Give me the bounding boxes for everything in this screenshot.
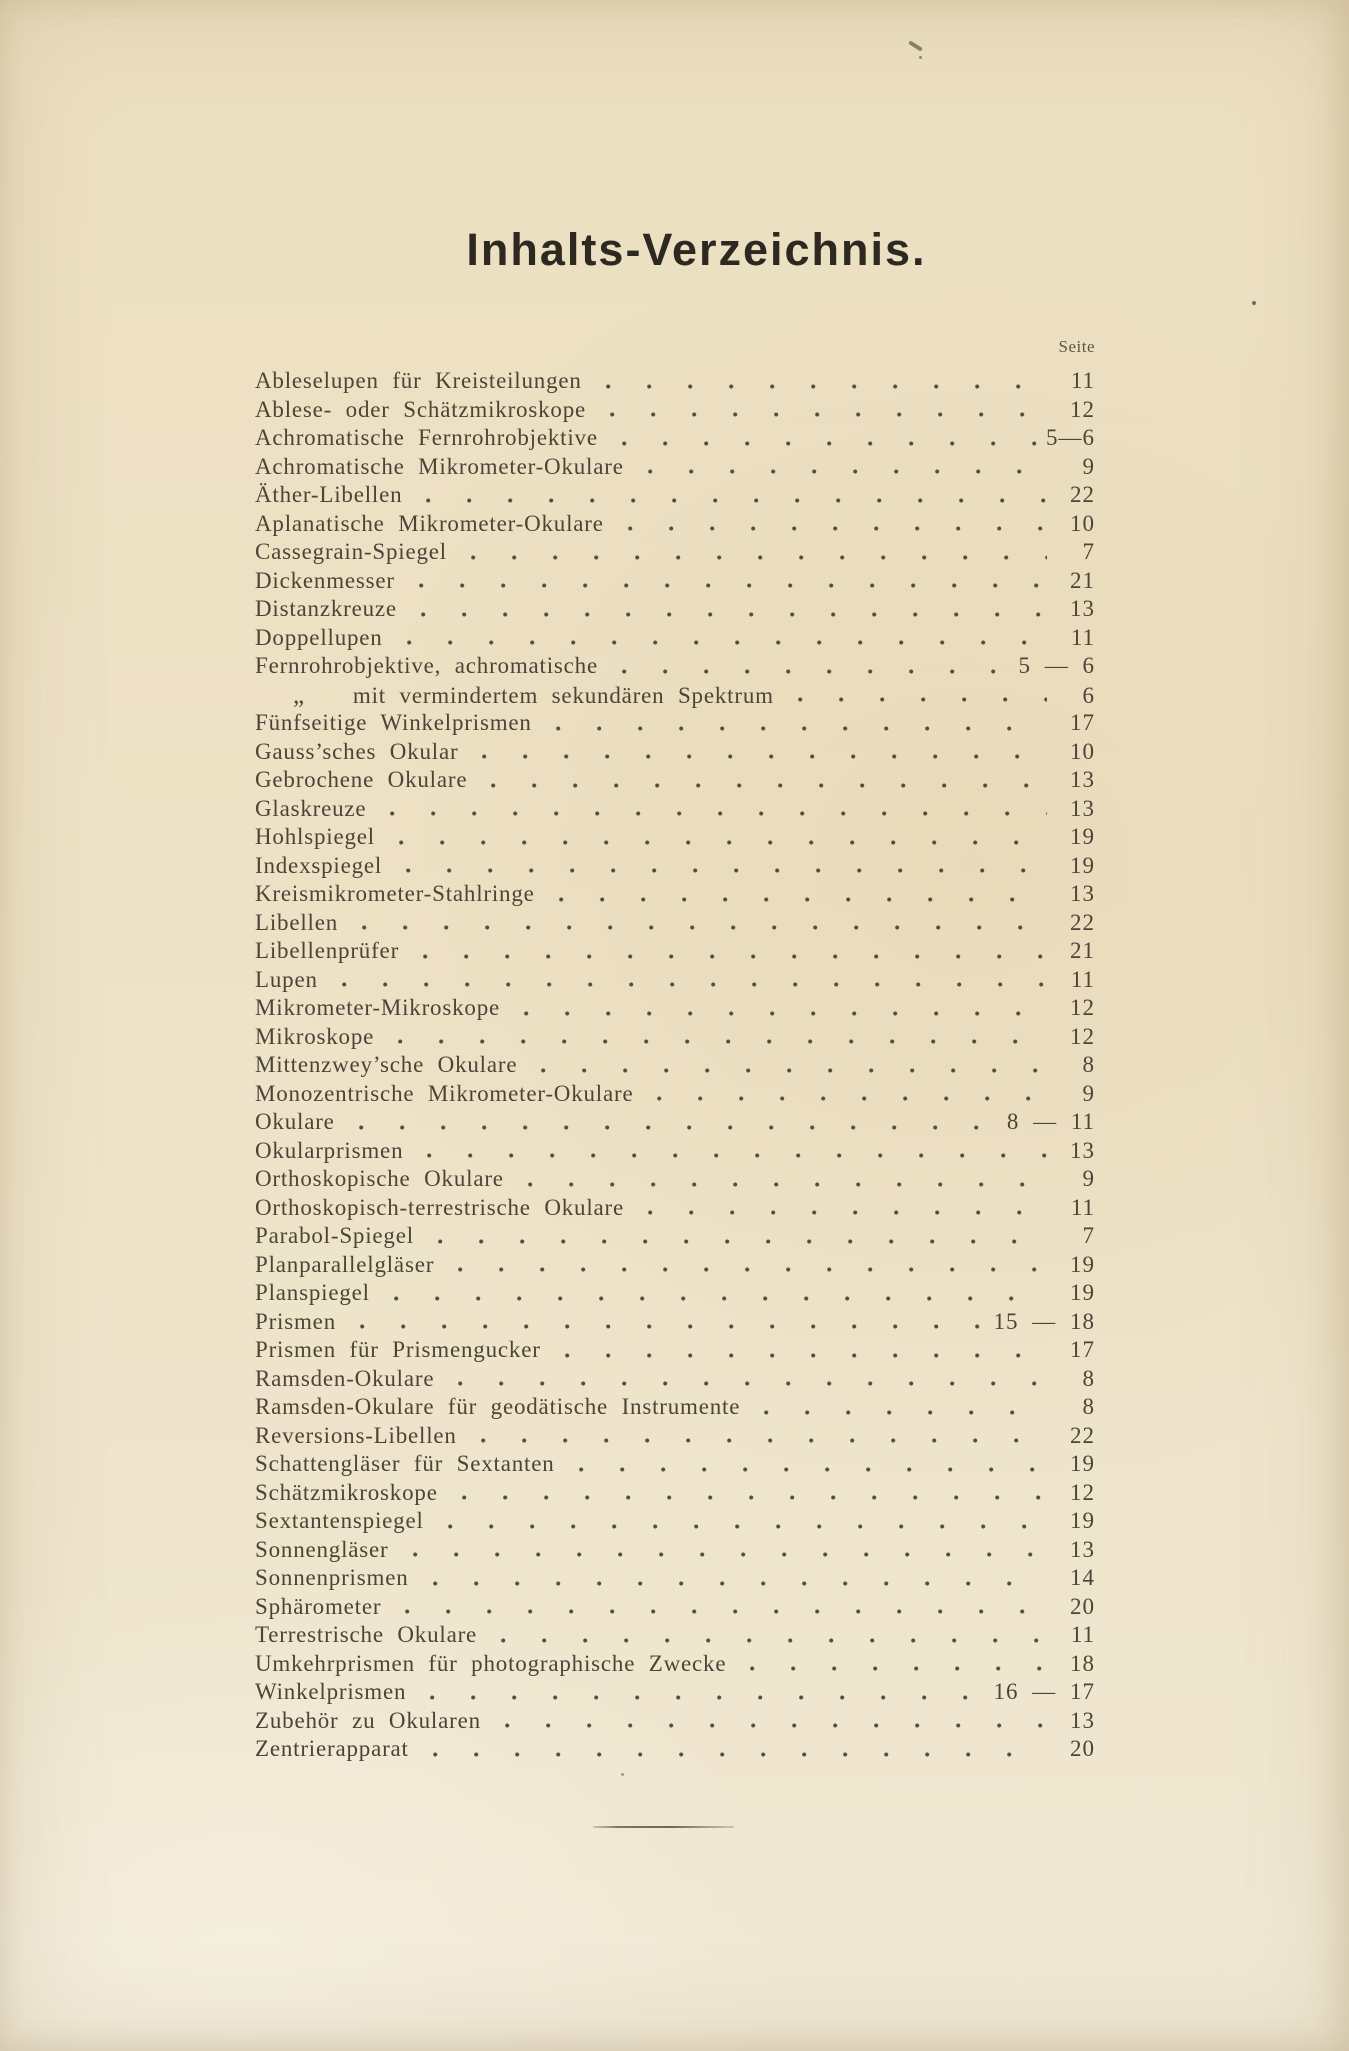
toc-row-page-number: 9	[1082, 453, 1095, 479]
toc-row-label: Glaskreuze	[255, 795, 367, 821]
toc-row-page-number: 13	[1070, 795, 1095, 821]
toc-leader-dots	[395, 1607, 1047, 1616]
toc-row	[255, 938, 1095, 967]
toc-row-label: Ramsden-Okulare	[255, 1365, 435, 1391]
toc-row-label: Planparallelgläser	[255, 1251, 435, 1277]
toc-leader-dots	[349, 1123, 1001, 1132]
toc-leader-dots	[555, 1351, 1047, 1360]
toc-row	[255, 1508, 1095, 1537]
toc-list	[255, 368, 1095, 1765]
toc-row-page-number: 11	[1070, 624, 1095, 650]
toc-leader-dots	[438, 1522, 1047, 1531]
toc-row	[255, 625, 1095, 654]
toc-leader-dots	[352, 923, 1047, 932]
toc-leader-dots	[448, 1379, 1047, 1388]
toc-leader-dots	[740, 1664, 1047, 1673]
toc-row	[255, 1565, 1095, 1594]
toc-row-label: Schätzmikroskope	[255, 1479, 438, 1505]
toc-row	[255, 767, 1095, 796]
toc-leader-dots	[452, 1493, 1047, 1502]
toc-row-label: Okularprismen	[255, 1137, 404, 1163]
toc-row	[255, 796, 1095, 825]
toc-row-page-number: 11	[1070, 1622, 1095, 1647]
toc-row	[255, 1024, 1095, 1053]
toc-row-label: Parabol-Spiegel	[255, 1223, 414, 1248]
toc-leader-dots	[612, 439, 1040, 448]
toc-row	[255, 710, 1095, 739]
toc-leader-dots	[420, 1693, 987, 1702]
toc-leader-dots	[638, 467, 1047, 476]
toc-row-label: Ableselupen für Kreisteilungen	[255, 368, 582, 393]
toc-row-page-number: 18	[1070, 1650, 1095, 1676]
toc-row-label: mit vermindertem sekundären Spektrum	[352, 682, 774, 708]
toc-row-page-number: 20	[1070, 1736, 1095, 1761]
toc-row-label: Ramsden-Okulare für geodätische Instrumente	[255, 1394, 741, 1419]
toc-row-label: Doppellupen	[255, 624, 383, 650]
toc-row	[255, 368, 1095, 397]
toc-row-page-number: 22	[1070, 909, 1095, 935]
toc-row-page-number: 13	[1070, 1536, 1095, 1562]
toc-row	[255, 1708, 1095, 1737]
toc-leader-dots	[397, 638, 1047, 647]
toc-row	[255, 511, 1095, 540]
toc-row	[255, 653, 1095, 682]
toc-row-label: Fernrohrobjektive, achromatische	[255, 653, 598, 678]
toc-row-label: Aplanatische Mikrometer-Okulare	[255, 510, 604, 536]
toc-row	[255, 1109, 1095, 1138]
toc-row	[255, 539, 1095, 568]
toc-row-label: Gauss’sches Okular	[255, 738, 459, 764]
toc-row	[255, 1252, 1095, 1281]
toc-row	[255, 1736, 1095, 1765]
toc-row-label: Ablese- oder Schätzmikroskope	[255, 396, 586, 422]
toc-leader-dots	[428, 1237, 1047, 1246]
toc-row-label: Orthoskopische Okulare	[255, 1166, 504, 1191]
toc-leader-dots	[788, 695, 1047, 704]
toc-row	[255, 1337, 1095, 1366]
toc-row-page-number: 13	[1070, 767, 1095, 792]
toc-row-page-number: 15 — 18	[993, 1308, 1095, 1334]
toc-leader-dots	[754, 1408, 1047, 1417]
toc-row-label: Fünfseitige Winkelprismen	[255, 710, 532, 735]
toc-row-page-number: 12	[1070, 1479, 1095, 1505]
toc-row	[255, 881, 1095, 910]
toc-row-label: Indexspiegel	[255, 852, 383, 878]
toc-row	[255, 1679, 1095, 1708]
toc-leader-dots	[514, 1009, 1047, 1018]
toc-row-page-number: 5—6	[1046, 425, 1095, 450]
toc-row	[255, 853, 1095, 882]
toc-row-page-number: 5 — 6	[1018, 653, 1095, 678]
toc-row-page-number: 17	[1070, 1337, 1095, 1362]
toc-row-label: Prismen für Prismengucker	[255, 1337, 541, 1362]
toc-leader-dots	[380, 809, 1047, 818]
toc-row-label: Sextantenspiegel	[255, 1508, 424, 1533]
toc-leader-dots	[472, 752, 1047, 761]
toc-leader-dots	[423, 1579, 1048, 1588]
toc-row	[255, 739, 1095, 768]
toc-row	[255, 1622, 1095, 1651]
toc-leader-dots	[409, 581, 1047, 590]
toc-row	[255, 824, 1095, 853]
toc-leader-dots	[389, 838, 1047, 847]
toc-leader-dots	[423, 1750, 1047, 1759]
toc-row-label: Prismen	[255, 1308, 336, 1334]
toc-leader-dots	[416, 496, 1047, 505]
toc-row	[255, 910, 1095, 939]
toc-leader-dots	[638, 1208, 1047, 1217]
toc-row-page-number: 19	[1070, 1508, 1095, 1533]
toc-row	[255, 1280, 1095, 1309]
toc-row	[255, 1366, 1095, 1395]
toc-row	[255, 1195, 1095, 1224]
toc-row-label: Achromatische Fernrohrobjektive	[255, 425, 598, 450]
toc-row	[255, 967, 1095, 996]
toc-row-label: Äther-Libellen	[255, 482, 403, 507]
toc-row	[255, 1081, 1095, 1110]
toc-row	[255, 454, 1095, 483]
toc-row-label: Libellen	[255, 909, 339, 935]
toc-row-page-number: 19	[1070, 1251, 1095, 1277]
toc-row-label: Achromatische Mikrometer-Okulare	[255, 453, 624, 479]
toc-row-label: Libellenprüfer	[255, 938, 400, 963]
toc-row-label: Mikroskope	[255, 1023, 375, 1049]
toc-row-page-number: 7	[1082, 539, 1095, 564]
toc-leader-dots	[332, 980, 1047, 989]
toc-leader-dots	[448, 1265, 1047, 1274]
toc-row-page-number: 19	[1070, 852, 1095, 878]
toc-row-label: Winkelprismen	[255, 1679, 407, 1704]
toc-row-page-number: 11	[1070, 966, 1095, 992]
toc-row-page-number: 22	[1070, 1422, 1095, 1448]
toc-row-page-number: 22	[1070, 482, 1095, 507]
toc-leader-dots	[396, 866, 1047, 875]
toc-row-page-number: 8	[1082, 1052, 1095, 1077]
toc-leader-dots	[411, 610, 1047, 619]
toc-row-ditto-mark: „	[293, 681, 305, 709]
toc-row-page-number: 11	[1070, 368, 1095, 393]
toc-row-label: Monozentrische Mikrometer-Okulare	[255, 1080, 634, 1106]
toc-row-page-number: 11	[1070, 1194, 1095, 1220]
toc-row-page-number: 21	[1070, 938, 1095, 963]
toc-row-label: Zentrierapparat	[255, 1736, 409, 1761]
toc-leader-dots	[481, 781, 1047, 790]
toc-row	[255, 1451, 1095, 1480]
toc-row-page-number: 9	[1082, 1166, 1095, 1191]
toc-row-label: Hohlspiegel	[255, 824, 375, 849]
toc-leader-dots	[549, 895, 1047, 904]
toc-row	[255, 1166, 1095, 1195]
toc-row	[255, 596, 1095, 625]
paper-speck	[908, 40, 923, 51]
toc-row	[255, 1423, 1095, 1452]
toc-row-page-number: 19	[1070, 1280, 1095, 1305]
toc-leader-dots	[647, 1094, 1047, 1103]
toc-row	[255, 1480, 1095, 1509]
toc-row	[255, 1138, 1095, 1167]
paper-speck	[1252, 301, 1256, 305]
toc-row-page-number: 13	[1070, 881, 1095, 906]
toc-row-label: Kreismikrometer-Stahlringe	[255, 881, 535, 906]
toc-row-page-number: 12	[1070, 1023, 1095, 1049]
toc-row-page-number: 14	[1070, 1565, 1095, 1590]
toc-row-page-number: 9	[1082, 1080, 1095, 1106]
toc-row-page-number: 8	[1082, 1394, 1095, 1419]
paper-speck	[621, 1773, 624, 1776]
toc-row-label: Sonnenprismen	[255, 1565, 409, 1590]
toc-row	[255, 995, 1095, 1024]
toc-row	[255, 682, 1095, 711]
toc-leader-dots	[546, 724, 1047, 733]
toc-row-page-number: 8 — 11	[1006, 1109, 1095, 1134]
toc-row-label: Mittenzwey’sche Okulare	[255, 1052, 518, 1077]
toc-row-label: Mikrometer-Mikroskope	[255, 995, 501, 1020]
toc-leader-dots	[600, 410, 1047, 419]
page-title: Inhalts-Verzeichnis.	[466, 224, 927, 275]
toc-row	[255, 1394, 1095, 1423]
toc-row	[255, 1537, 1095, 1566]
toc-row-label: Zubehör zu Okularen	[255, 1707, 481, 1733]
toc-leader-dots	[471, 1436, 1047, 1445]
toc-leader-dots	[596, 382, 1047, 391]
toc-row-label: Lupen	[255, 966, 318, 992]
toc-row-page-number: 16 — 17	[993, 1679, 1095, 1704]
toc-row-page-number: 17	[1070, 710, 1095, 735]
toc-leader-dots	[531, 1066, 1047, 1075]
toc-leader-dots	[518, 1180, 1047, 1189]
toc-row-label: Sphärometer	[255, 1593, 382, 1619]
toc-leader-dots	[491, 1636, 1047, 1645]
toc-row-label: Umkehrprismen für photographische Zwecke	[255, 1650, 727, 1676]
toc-row-label: Distanzkreuze	[255, 596, 397, 621]
toc-row-label: Okulare	[255, 1109, 335, 1134]
toc-row-label: Cassegrain-Spiegel	[255, 539, 447, 564]
toc-leader-dots	[612, 667, 1013, 676]
toc-leader-dots	[618, 524, 1047, 533]
toc-row-page-number: 19	[1070, 824, 1095, 849]
paper-speck	[919, 56, 922, 59]
toc-row-page-number: 12	[1070, 396, 1095, 422]
toc-row-page-number: 13	[1070, 1137, 1095, 1163]
toc-row	[255, 425, 1095, 454]
toc-leader-dots	[384, 1294, 1047, 1303]
toc-row-label: Gebrochene Okulare	[255, 767, 468, 792]
toc-leader-dots	[388, 1037, 1047, 1046]
toc-row-label: Planspiegel	[255, 1280, 370, 1305]
toc-leader-dots	[495, 1721, 1047, 1730]
toc-leader-dots	[461, 553, 1047, 562]
bottom-divider-rule	[593, 1826, 734, 1828]
toc-row	[255, 397, 1095, 426]
toc-leader-dots	[403, 1550, 1047, 1559]
toc-row-label: Dickenmesser	[255, 567, 395, 593]
toc-row-page-number: 12	[1070, 995, 1095, 1020]
toc-row-page-number: 20	[1070, 1593, 1095, 1619]
toc-row	[255, 1651, 1095, 1680]
toc-row	[255, 1594, 1095, 1623]
toc-row-page-number: 10	[1070, 510, 1095, 536]
toc-row-page-number: 6	[1082, 682, 1095, 708]
toc-row	[255, 1309, 1095, 1338]
toc-row	[255, 482, 1095, 511]
toc-row-label: Terrestrische Okulare	[255, 1622, 478, 1647]
toc-row-label: Reversions-Libellen	[255, 1422, 457, 1448]
toc-row-label: Schattengläser für Sextanten	[255, 1451, 555, 1476]
toc-row-page-number: 7	[1082, 1223, 1095, 1248]
toc-leader-dots	[569, 1465, 1047, 1474]
toc-leader-dots	[350, 1322, 988, 1331]
toc-leader-dots	[413, 952, 1047, 961]
toc-row-page-number: 13	[1070, 1707, 1095, 1733]
toc-row	[255, 1223, 1095, 1252]
toc-row-page-number: 13	[1070, 596, 1095, 621]
toc-leader-dots	[417, 1151, 1047, 1160]
toc-row	[255, 1052, 1095, 1081]
toc-row-page-number: 8	[1082, 1365, 1095, 1391]
toc-row-page-number: 10	[1070, 738, 1095, 764]
page-column-header: Seite	[1058, 337, 1095, 356]
toc-row-label: Sonnengläser	[255, 1536, 389, 1562]
toc-row	[255, 568, 1095, 597]
toc-row-page-number: 19	[1070, 1451, 1095, 1476]
toc-row-page-number: 21	[1070, 567, 1095, 593]
toc-row-label: Orthoskopisch-terrestrische Okulare	[255, 1194, 625, 1220]
